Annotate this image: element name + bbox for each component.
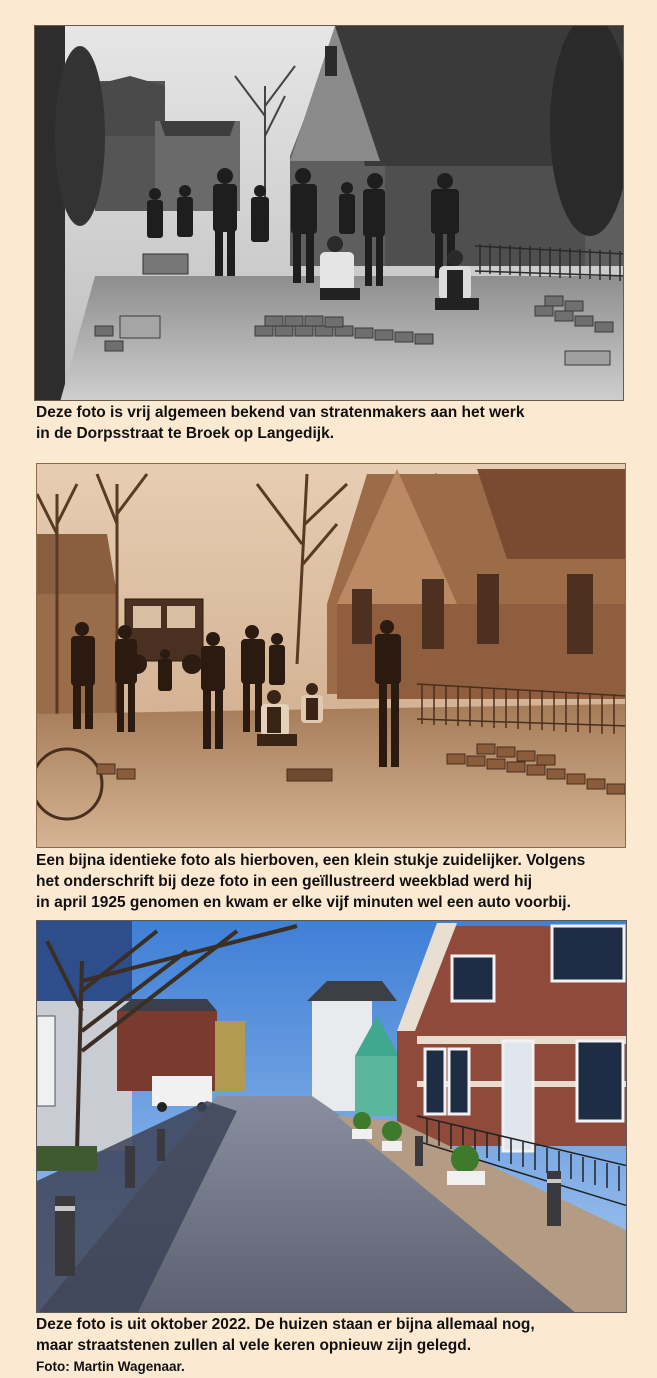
photo-2-street-workers-sepia: [36, 463, 626, 848]
photo-1-illustration: [35, 26, 624, 401]
caption-line: Een bijna identieke foto als hierboven, een klein stukje zuidelijker. Volgens: [36, 852, 586, 869]
photo-3-illustration: [37, 921, 627, 1313]
caption-line: Deze foto is vrij algemeen bekend van stratenmakers aan het werk: [36, 404, 525, 421]
photo-credit: Foto: Martin Wagenaar.: [36, 1359, 185, 1374]
photo-1-caption: [36, 402, 524, 444]
photo-3-modern-street-2022: [36, 920, 627, 1313]
caption-line: in de Dorpsstraat te Broek op Langedijk.: [36, 425, 335, 442]
photo-3-caption: [36, 1314, 535, 1377]
photo-2-illustration: [37, 464, 626, 848]
caption-line: maar straatstenen zullen al vele keren opnieuw zijn gelegd.: [36, 1337, 471, 1354]
caption-line: in april 1925 genomen en kwam er elke vijf minuten wel een auto voorbij.: [36, 894, 571, 911]
photo-2-caption: [36, 850, 585, 913]
photo-1-street-workers-bw: [34, 25, 624, 401]
caption-line: Deze foto is uit oktober 2022. De huizen staan er bijna allemaal nog,: [36, 1316, 535, 1333]
caption-line: het onderschrift bij deze foto in een geïllustreerd weekblad werd hij: [36, 873, 533, 890]
